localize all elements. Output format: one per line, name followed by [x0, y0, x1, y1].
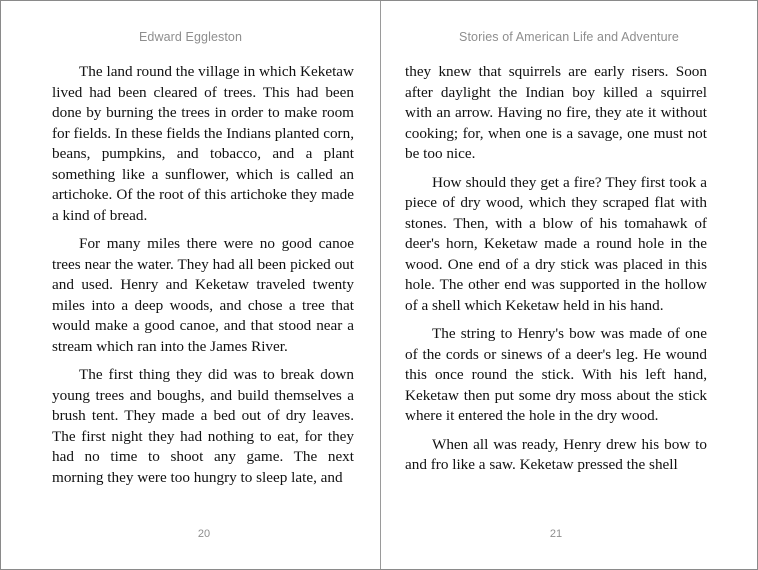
paragraph: The string to Henry's bow was made of one of the cords or sinews of a deer's leg. He wound this once round the stick. With his left hand, Keketaw then put some dry moss about the stick where it entered the hole in the dry wood.: [405, 325, 707, 424]
left-page-header: Edward Eggleston: [138, 30, 243, 44]
left-page-number: 20: [197, 528, 211, 540]
left-page-body: [52, 62, 354, 496]
right-page-header: Stories of American Life and Adventure: [459, 30, 679, 44]
paragraph: When all was ready, Henry drew his bow to and fro like a saw. Keketaw pressed the shell: [405, 435, 707, 473]
paragraph: How should they get a fire? They first took a piece of dry wood, which they scraped flat with stones. Then, with a blow of his tomahawk of deer's horn, Keketaw made a round hole in the wood. One end of a dry stick was placed in this hole. The other end was supported in the hollow of a shell which Keketaw held in his hand.: [405, 173, 707, 314]
paragraph: The first thing they did was to break down young trees and boughs, and build themselves a brush tent. They made a bed out of dry leaves. The first night they had nothing to eat, for they had no time to shoot any game. The next morning they were too hungry to sleep late, and: [52, 366, 354, 486]
right-page[interactable]: [381, 1, 757, 569]
paragraph-continued: they knew that squirrels are early risers. Soon after daylight the Indian boy killed a squirrel with an arrow. Having no fire, they ate it without cooking; for, when one is a savage, one must not be too nice.: [405, 63, 707, 162]
right-page-body: [405, 62, 707, 484]
right-page-number: 21: [549, 528, 563, 540]
paragraph: For many miles there were no good canoe trees near the water. They had all been picked out and used. Henry and Keketaw traveled twenty miles into a deep woods, and chose a tree that would make a good canoe, and that stood near a stream which ran into the James River.: [52, 235, 354, 355]
paragraph: The land round the village in which Keketaw lived had been cleared of trees. This had been done by burning the trees in order to make room for fields. In these fields the Indians planted corn, beans, pumpkins, and tobacco, and a plant something like a sunflower, which is called an artichoke. Of the root of this artichoke they made a kind of bread.: [52, 63, 354, 224]
left-page[interactable]: [1, 1, 380, 569]
